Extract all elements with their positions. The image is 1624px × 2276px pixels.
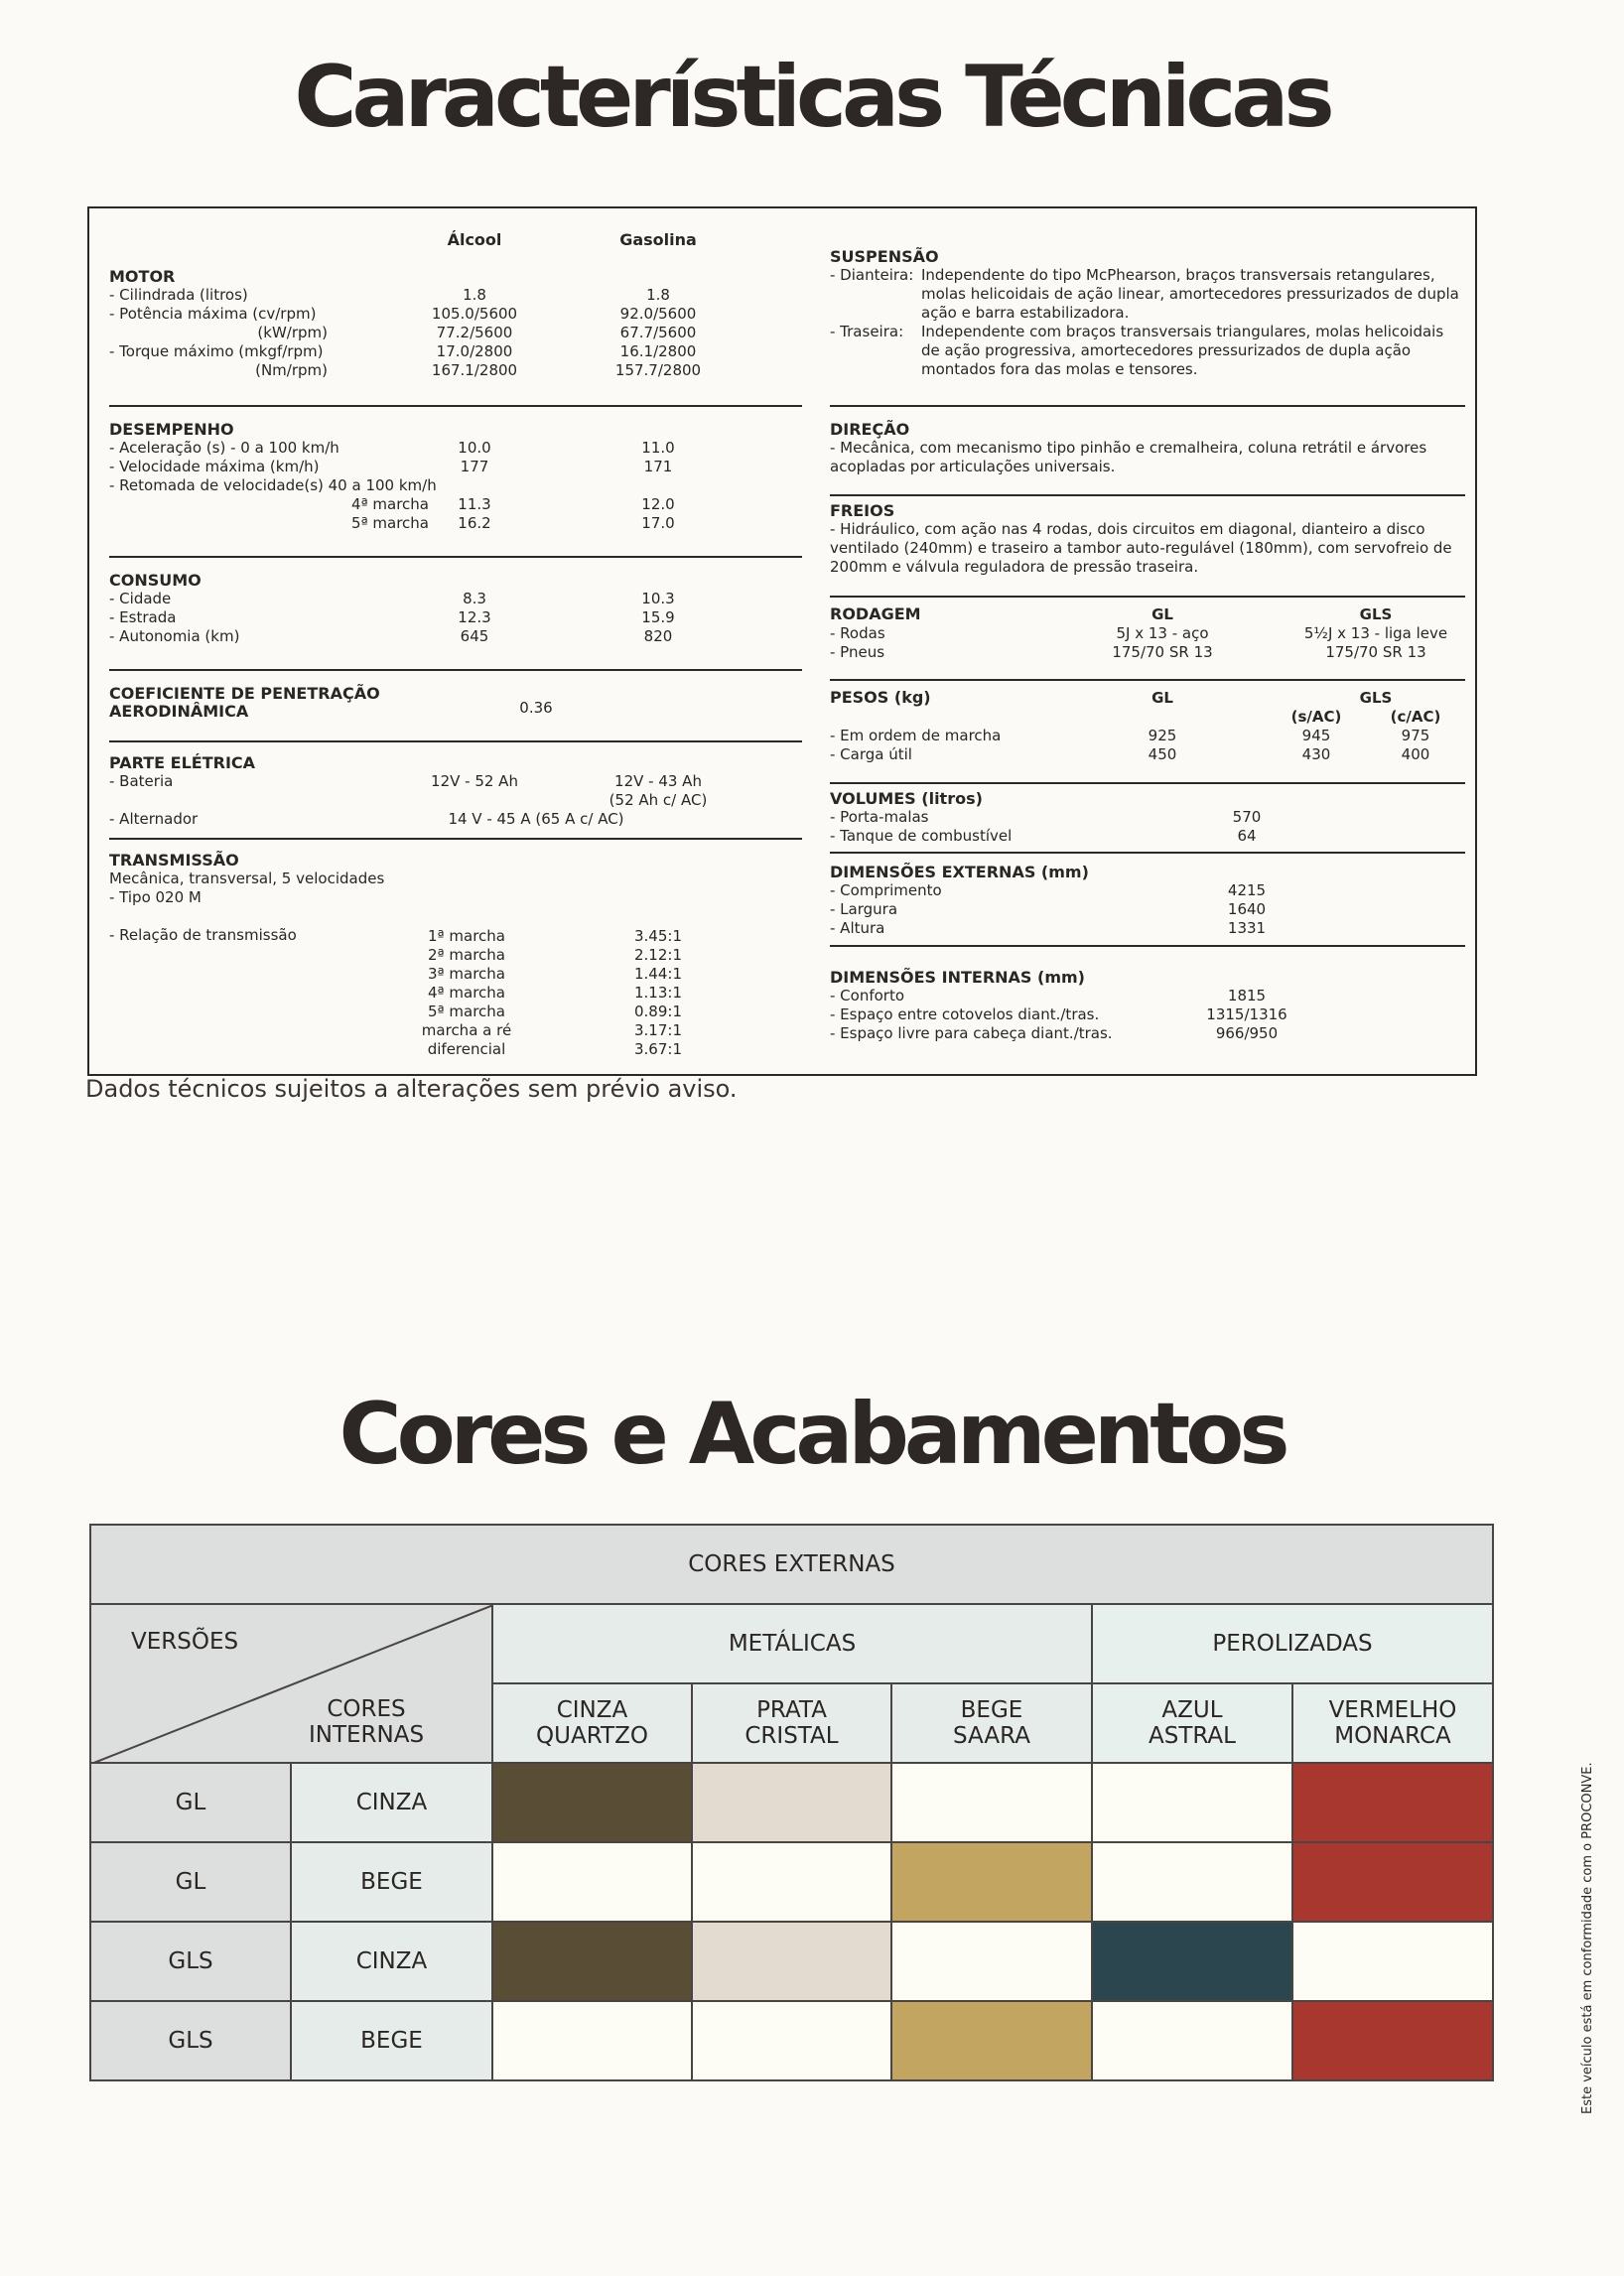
color-swatch — [492, 1763, 692, 1842]
gasolina-value: 1.8 — [646, 286, 670, 304]
gasolina-value: 11.0 — [641, 439, 675, 457]
spec-row — [109, 439, 802, 458]
header-row-groups — [90, 1604, 1493, 1683]
cores-externas-header: CORES EXTERNAS — [90, 1525, 1493, 1604]
dim-int-rows — [830, 987, 1465, 1043]
spec-row — [109, 627, 802, 646]
color-swatch-empty — [692, 2001, 891, 2080]
rodagem-gl: 175/70 SR 13 — [1112, 643, 1213, 661]
spec-box — [87, 206, 1477, 1076]
spec-row — [109, 286, 802, 305]
gear-label: 3ª marcha — [428, 965, 505, 983]
alcool-value: 167.1/2800 — [431, 361, 518, 379]
color-name-line1: CINZA — [556, 1697, 628, 1723]
spec-row — [109, 590, 802, 608]
color-column-header — [891, 1683, 1092, 1763]
color-name-line2: ASTRAL — [1149, 1723, 1236, 1749]
section-title: CONSUMO — [109, 571, 202, 590]
cor-interna-cell: CINZA — [291, 1763, 492, 1842]
spec-row — [109, 361, 802, 380]
spec-label: (kW/rpm) — [257, 324, 328, 341]
cor-interna-cell: BEGE — [291, 1842, 492, 1922]
color-swatch — [1292, 1763, 1493, 1842]
gasolina-value: 12.0 — [641, 495, 675, 513]
color-name-line1: BEGE — [960, 1697, 1023, 1723]
spec-value: 1640 — [1227, 900, 1267, 918]
spec-row — [109, 458, 802, 476]
spec-row — [109, 324, 802, 342]
color-column-header — [1092, 1683, 1292, 1763]
section-rodagem — [830, 605, 1465, 681]
color-name-line1: PRATA — [756, 1697, 827, 1723]
spec-label: - Espaço livre para cabeça diant./tras. — [830, 1024, 1113, 1042]
spec-label: - Aceleração (s) - 0 a 100 km/h — [109, 439, 339, 457]
spec-label: - Comprimento — [830, 881, 942, 899]
spec-row — [830, 808, 1465, 827]
section-suspensao — [830, 248, 1465, 407]
gear-ratio: 3.45:1 — [634, 927, 682, 945]
spec-row — [109, 608, 802, 627]
spec-row — [109, 495, 802, 514]
gear-row — [109, 927, 802, 946]
spec-label: - Conforto — [830, 987, 905, 1004]
gasolina-value: 15.9 — [641, 608, 675, 626]
pesos-gl-header: GL — [1151, 689, 1173, 707]
color-name-line1: AZUL — [1161, 1697, 1223, 1723]
gasolina-value: 16.1/2800 — [619, 342, 697, 360]
section-title: DESEMPENHO — [109, 420, 234, 439]
color-name-line1: VERMELHO — [1328, 1697, 1457, 1723]
gasolina-value: 67.7/5600 — [619, 324, 697, 341]
motor-rows — [109, 286, 802, 380]
gear-ratio: 1.13:1 — [634, 984, 682, 1002]
transmissao-line1: Mecânica, transversal, 5 velocidades — [109, 870, 385, 887]
section-freios — [830, 502, 1465, 598]
cores-internas-line1: CORES — [327, 1696, 406, 1722]
bateria-gasolina: 12V - 43 Ah — [614, 772, 702, 790]
alcool-value: 16.2 — [458, 514, 491, 532]
volumes-rows — [830, 808, 1465, 846]
spec-value: 1331 — [1227, 919, 1267, 937]
cor-interna-cell: BEGE — [291, 2001, 492, 2080]
dianteira-label: - Dianteira: — [830, 266, 914, 284]
section-title: RODAGEM — [830, 604, 921, 623]
spec-row — [830, 881, 1465, 900]
color-swatch-empty — [692, 1842, 891, 1922]
color-swatch — [1292, 2001, 1493, 2080]
pesos-gls-header: GLS — [1359, 689, 1393, 707]
gear-row — [109, 1021, 802, 1040]
rodagem-gls: 5½J x 13 - liga leve — [1303, 624, 1448, 642]
spec-label: - Espaço entre cotovelos diant./tras. — [830, 1005, 1100, 1023]
spec-value: 966/950 — [1215, 1024, 1279, 1042]
page-title-colors: Cores e Acabamentos — [338, 1385, 1286, 1484]
spec-label: 4ª marcha — [351, 495, 429, 513]
color-swatch — [1092, 1922, 1292, 2001]
cores-internas-label — [287, 1696, 446, 1748]
rodagem-gl: 5J x 13 - aço — [1116, 624, 1209, 642]
color-column-header — [692, 1683, 891, 1763]
alcool-value: 177 — [460, 458, 489, 475]
color-body — [90, 1763, 1493, 2080]
pesos-gls-sac: 430 — [1301, 745, 1331, 763]
color-swatch-empty — [1292, 1922, 1493, 2001]
section-pesos — [830, 689, 1465, 784]
alcool-value: 10.0 — [458, 439, 491, 457]
spec-value: 1815 — [1227, 987, 1267, 1004]
color-name-line2: CRISTAL — [744, 1723, 839, 1749]
pesos-gls-cac: 975 — [1401, 727, 1430, 744]
rodagem-label: - Rodas — [830, 624, 885, 642]
rodagem-gls: 175/70 SR 13 — [1325, 643, 1426, 661]
color-swatch-empty — [492, 2001, 692, 2080]
alcool-value: 8.3 — [463, 590, 486, 607]
section-direcao — [830, 421, 1465, 496]
gasolina-value: 820 — [643, 627, 673, 645]
color-name-line2: SAARA — [953, 1723, 1030, 1749]
gear-label: diferencial — [427, 1040, 506, 1058]
spec-value: 64 — [1237, 827, 1257, 845]
color-name-line2: QUARTZO — [536, 1723, 648, 1749]
color-swatch — [692, 1922, 891, 2001]
pesos-label: - Carga útil — [830, 745, 912, 763]
section-title: SUSPENSÃO — [830, 247, 939, 266]
spec-label: 5ª marcha — [351, 514, 429, 532]
transmissao-rows — [109, 927, 802, 1059]
color-swatch-empty — [1092, 1763, 1292, 1842]
gasolina-value: 17.0 — [641, 514, 675, 532]
col-header-alcool: Álcool — [447, 230, 502, 249]
version-row — [90, 1763, 1493, 1842]
bateria-alcool: 12V - 52 Ah — [431, 772, 518, 790]
section-coeficiente — [109, 685, 802, 742]
spec-row — [830, 987, 1465, 1005]
alcool-value: 1.8 — [463, 286, 486, 304]
spec-value: 570 — [1232, 808, 1262, 826]
section-volumes — [830, 790, 1465, 854]
alcool-value: 645 — [460, 627, 489, 645]
color-column-header — [1292, 1683, 1493, 1763]
section-title-2: AERODINÂMICA — [109, 702, 249, 721]
section-title: PESOS (kg) — [830, 688, 931, 707]
header-row-main — [90, 1525, 1493, 1604]
alcool-value: 105.0/5600 — [431, 305, 518, 323]
pesos-row — [830, 745, 1465, 764]
gear-row — [109, 965, 802, 984]
pesos-rows — [830, 727, 1465, 764]
spec-row — [109, 342, 802, 361]
page-title-specs: Características Técnicas — [294, 48, 1330, 147]
spec-label: - Autonomia (km) — [109, 627, 240, 645]
color-swatch-empty — [1092, 1842, 1292, 1922]
section-title: DIMENSÕES EXTERNAS (mm) — [830, 863, 1089, 881]
versoes-label: VERSÕES — [131, 1629, 239, 1655]
spec-label: - Largura — [830, 900, 898, 918]
spec-value: 1315/1316 — [1206, 1005, 1287, 1023]
cor-interna-cell: CINZA — [291, 1922, 492, 2001]
desempenho-rows — [109, 439, 802, 533]
spec-label: - Torque máximo (mkgf/rpm) — [109, 342, 324, 360]
gear-label: 4ª marcha — [428, 984, 505, 1002]
gear-ratio: 3.67:1 — [634, 1040, 682, 1058]
section-dim-int — [830, 969, 1465, 1050]
gear-row — [109, 946, 802, 965]
rodagem-gls-header: GLS — [1359, 605, 1393, 623]
alcool-value: 77.2/5600 — [436, 324, 513, 341]
versao-cell: GLS — [90, 2001, 291, 2080]
spec-row — [830, 1024, 1465, 1043]
alcool-value: 17.0/2800 — [436, 342, 513, 360]
cores-internas-line2: INTERNAS — [308, 1722, 425, 1748]
section-motor — [109, 268, 802, 407]
spec-label: - Velocidade máxima (km/h) — [109, 458, 320, 475]
spec-row — [109, 305, 802, 324]
color-swatch — [692, 1763, 891, 1842]
footnote: Dados técnicos sujeitos a alterações sem prévio aviso. — [85, 1075, 738, 1103]
pesos-gls-cac: 400 — [1401, 745, 1430, 763]
pesos-row — [830, 727, 1465, 745]
perolizadas-header: PEROLIZADAS — [1092, 1604, 1493, 1683]
version-row — [90, 1842, 1493, 1922]
section-consumo — [109, 572, 802, 671]
spec-label: - Potência máxima (cv/rpm) — [109, 305, 317, 323]
alcool-value: 11.3 — [458, 495, 491, 513]
spec-row — [830, 827, 1465, 846]
freios-text: - Hidráulico, com ação nas 4 rodas, dois circuitos em diagonal, dianteiro a disco ventilado (240mm) e traseiro a tambor auto-regulável (180mm), com servofreio de 200mm e válvula reguladora de pressão traseira. — [830, 520, 1452, 576]
section-eletrica — [109, 754, 802, 840]
spec-label: - Retomada de velocidade(s) 40 a 100 km/h — [109, 476, 437, 494]
gasolina-value: 92.0/5600 — [619, 305, 697, 323]
color-swatch-empty — [891, 1763, 1092, 1842]
direcao-text: - Mecânica, com mecanismo tipo pinhão e cremalheira, coluna retrátil e árvores acopladas por articulações universais. — [830, 439, 1427, 475]
traseira-label: - Traseira: — [830, 323, 904, 340]
gear-ratio: 0.89:1 — [634, 1003, 682, 1020]
colors-table — [89, 1524, 1494, 2081]
color-name-line2: MONARCA — [1334, 1723, 1451, 1749]
section-dim-ext — [830, 864, 1465, 947]
version-row — [90, 1922, 1493, 2001]
pesos-gl: 450 — [1148, 745, 1177, 763]
dianteira-text: Independente do tipo McPhearson, braços transversais retangulares, molas helicoidais de ação linear, amortecedores pressurizados de dupla ação e barra estabilizadora. — [921, 266, 1459, 322]
spec-row — [109, 476, 802, 495]
color-swatch — [891, 2001, 1092, 2080]
consumo-rows — [109, 590, 802, 646]
pesos-gls-sac: 945 — [1301, 727, 1331, 744]
rodagem-row — [830, 624, 1465, 643]
spec-label: - Cidade — [109, 590, 172, 607]
gear-ratio: 1.44:1 — [634, 965, 682, 983]
color-swatch-empty — [891, 1922, 1092, 2001]
section-desempenho — [109, 421, 802, 558]
spec-row — [830, 900, 1465, 919]
spec-row — [109, 514, 802, 533]
gear-ratio: 2.12:1 — [634, 946, 682, 964]
color-swatch-empty — [492, 1842, 692, 1922]
transmissao-line3: - Relação de transmissão — [109, 926, 297, 944]
section-title: TRANSMISSÃO — [109, 851, 239, 870]
gasolina-value: 157.7/2800 — [614, 361, 702, 379]
spec-label: - Tanque de combustível — [830, 827, 1013, 845]
spec-label: - Estrada — [109, 608, 177, 626]
col-header-gasolina: Gasolina — [619, 230, 697, 249]
spec-value: 4215 — [1227, 881, 1267, 899]
rodagem-row — [830, 643, 1465, 662]
color-swatch-empty — [1092, 2001, 1292, 2080]
dim-ext-rows — [830, 881, 1465, 938]
rodagem-label: - Pneus — [830, 643, 885, 661]
spec-row — [830, 919, 1465, 938]
versao-cell: GLS — [90, 1922, 291, 2001]
gear-row — [109, 984, 802, 1003]
versao-cell: GL — [90, 1763, 291, 1842]
version-row — [90, 2001, 1493, 2080]
section-title: DIREÇÃO — [830, 420, 910, 439]
section-title: VOLUMES (litros) — [830, 789, 983, 808]
pesos-sac-header: (s/AC) — [1290, 708, 1342, 726]
alternador-label: - Alternador — [109, 810, 199, 828]
proconve-note: Este veículo está em conformidade com o PROCONVE. — [1580, 1762, 1595, 2114]
rodagem-rows — [830, 624, 1465, 662]
section-title: FREIOS — [830, 501, 895, 520]
coeficiente-value: 0.36 — [519, 699, 553, 717]
metalicas-header: METÁLICAS — [492, 1604, 1092, 1683]
color-swatch — [1292, 1842, 1493, 1922]
section-title: PARTE ELÉTRICA — [109, 753, 256, 772]
color-column-header — [492, 1683, 692, 1763]
gasolina-value: 171 — [643, 458, 673, 475]
spec-label: - Cilindrada (litros) — [109, 286, 248, 304]
section-transmissao — [109, 852, 802, 1070]
bateria-label: - Bateria — [109, 772, 174, 790]
pesos-cac-header: (c/AC) — [1390, 708, 1441, 726]
gasolina-value: 10.3 — [641, 590, 675, 607]
gear-label: 1ª marcha — [428, 927, 505, 945]
pesos-gl: 925 — [1148, 727, 1177, 744]
rodagem-gl-header: GL — [1151, 605, 1173, 623]
bateria-gasolina-ac: (52 Ah c/ AC) — [609, 791, 708, 809]
gear-row — [109, 1040, 802, 1059]
versoes-cores-header — [90, 1604, 492, 1763]
section-title: COEFICIENTE DE PENETRAÇÃO — [109, 684, 380, 703]
section-title: DIMENSÕES INTERNAS (mm) — [830, 968, 1085, 987]
spec-label: - Altura — [830, 919, 885, 937]
traseira-text: Independente com braços transversais triangulares, molas helicoidais de ação progressiva, amortecedores pressurizados de dupla ação montados fora das molas e tensores. — [921, 323, 1444, 378]
gear-label: 2ª marcha — [428, 946, 505, 964]
alternador-value: 14 V - 45 A (65 A c/ AC) — [448, 810, 624, 828]
gear-label: 5ª marcha — [428, 1003, 505, 1020]
transmissao-line2: - Tipo 020 M — [109, 888, 202, 906]
gear-label: marcha a ré — [421, 1021, 512, 1039]
alcool-value: 12.3 — [458, 608, 491, 626]
color-swatch — [891, 1842, 1092, 1922]
gear-ratio: 3.17:1 — [634, 1021, 682, 1039]
spec-label: (Nm/rpm) — [255, 361, 328, 379]
pesos-label: - Em ordem de marcha — [830, 727, 1002, 744]
spec-row — [830, 1005, 1465, 1024]
section-title: MOTOR — [109, 267, 176, 286]
spec-label: - Porta-malas — [830, 808, 929, 826]
gear-row — [109, 1003, 802, 1021]
versao-cell: GL — [90, 1842, 291, 1922]
color-swatch — [492, 1922, 692, 2001]
